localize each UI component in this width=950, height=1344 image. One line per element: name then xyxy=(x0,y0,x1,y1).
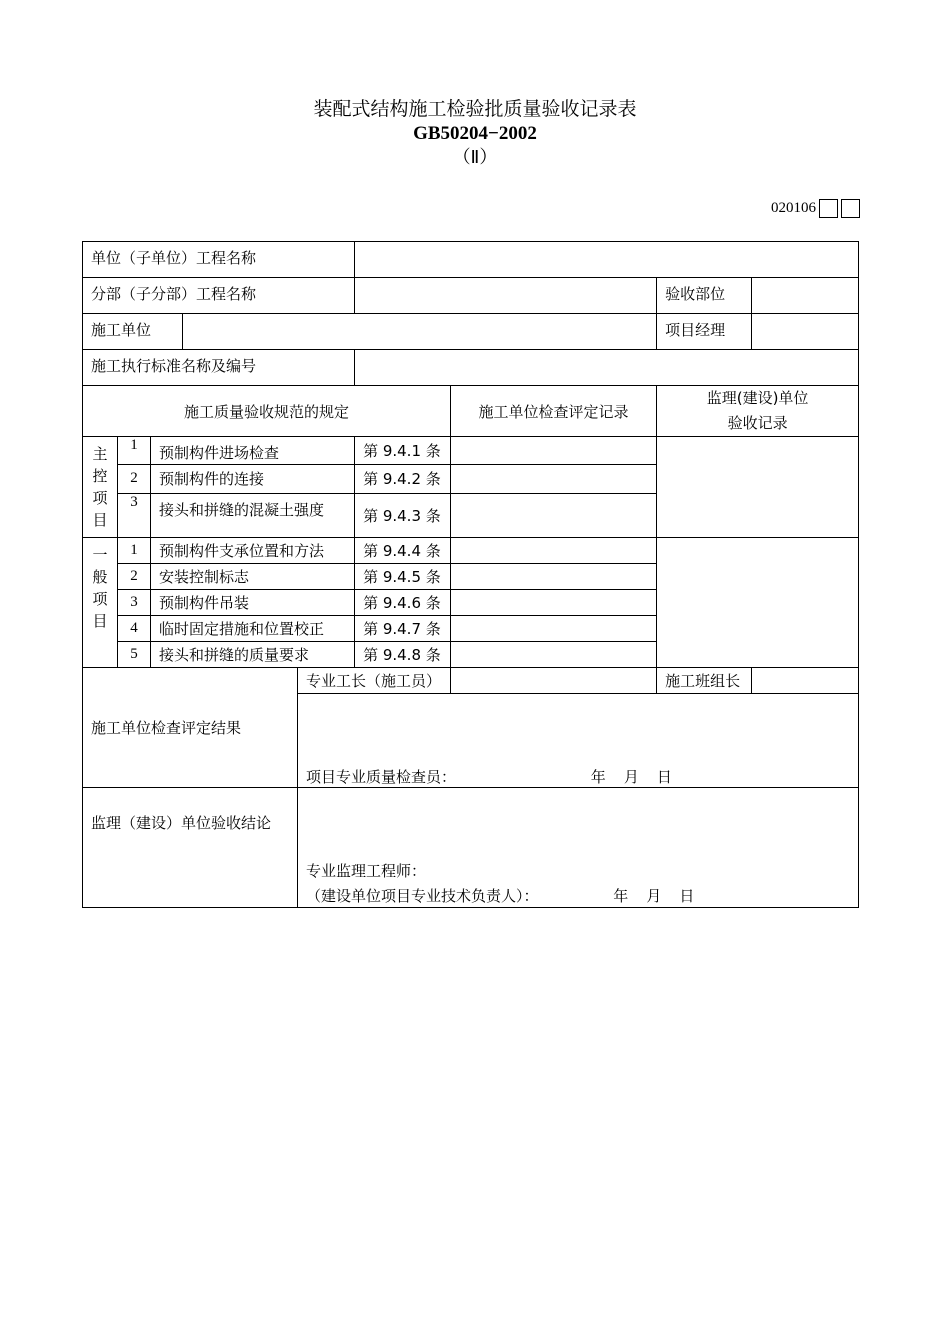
item-number: 4 xyxy=(118,616,151,642)
unit-project-value[interactable] xyxy=(355,242,859,278)
contractor-record-cell[interactable] xyxy=(451,437,657,465)
contractor-record-cell[interactable] xyxy=(451,616,657,642)
item-name: 临时固定措施和位置校正 xyxy=(151,616,355,642)
contractor-record-cell[interactable] xyxy=(451,564,657,590)
contractor-record-cell[interactable] xyxy=(451,590,657,616)
standard-code: GB50204−2002 xyxy=(413,123,537,144)
foreman-label: 专业工长（施工员） xyxy=(298,668,451,694)
acceptance-record-table xyxy=(82,241,859,908)
item-clause: 第 9.4.8 条 xyxy=(355,642,451,668)
item-name: 安装控制标志 xyxy=(151,564,355,590)
item-number: 1 xyxy=(118,437,151,465)
title-block xyxy=(0,96,950,170)
form-part: （Ⅱ） xyxy=(452,147,498,168)
item-name: 接头和拼缝的混凝土强度 xyxy=(151,493,355,537)
item-name: 预制构件支承位置和方法 xyxy=(151,538,355,564)
main-items-group-label: 主 控 项 目 xyxy=(83,437,118,538)
contractor-record-cell[interactable] xyxy=(451,538,657,564)
contractor-record-header: 施工单位检查评定记录 xyxy=(451,386,657,437)
item-name: 接头和拼缝的质量要求 xyxy=(151,642,355,668)
acceptance-part-label: 验收部位 xyxy=(657,278,752,314)
owner-signature-line xyxy=(306,885,694,906)
inspector-label: 项目专业质量检查员： xyxy=(306,768,457,786)
standard-label: 施工执行标准名称及编号 xyxy=(83,350,355,386)
supervisor-record-header-line2: 验收记录 xyxy=(727,414,788,432)
owner-date: 年 月 日 xyxy=(613,887,695,905)
item-name: 预制构件进场检查 xyxy=(151,437,355,465)
project-manager-value[interactable] xyxy=(752,314,859,350)
item-number: 3 xyxy=(118,590,151,616)
acceptance-part-value[interactable] xyxy=(752,278,859,314)
contractor-result-value[interactable] xyxy=(298,694,859,788)
sub-project-label: 分部（子分部）工程名称 xyxy=(83,278,355,314)
contractor-record-cell[interactable] xyxy=(451,465,657,493)
item-number: 2 xyxy=(118,564,151,590)
team-leader-value[interactable] xyxy=(752,668,859,694)
item-clause: 第 9.4.2 条 xyxy=(355,465,451,493)
item-clause: 第 9.4.4 条 xyxy=(355,538,451,564)
inspector-signature-line xyxy=(306,766,672,787)
document-number xyxy=(771,198,860,218)
inspector-date: 年 月 日 xyxy=(590,768,672,786)
supervisor-record-cell[interactable] xyxy=(657,437,859,538)
supervisor-record-header xyxy=(657,386,859,437)
supervisor-record-cell[interactable] xyxy=(657,538,859,668)
team-leader-label: 施工班组长 xyxy=(657,668,752,694)
item-number: 1 xyxy=(118,538,151,564)
contractor-value[interactable] xyxy=(183,314,657,350)
supervisor-record-header-line1: 监理(建设)单位 xyxy=(706,389,809,407)
foreman-value[interactable] xyxy=(451,668,657,694)
spec-column-header: 施工质量验收规范的规定 xyxy=(83,386,451,437)
item-name: 预制构件的连接 xyxy=(151,465,355,493)
item-number: 3 xyxy=(118,493,151,537)
item-clause: 第 9.4.5 条 xyxy=(355,564,451,590)
item-number: 2 xyxy=(118,465,151,493)
number-box-2[interactable] xyxy=(841,199,860,218)
item-name: 预制构件吊装 xyxy=(151,590,355,616)
owner-label: （建设单位项目专业技术负责人）： xyxy=(306,887,539,905)
item-clause: 第 9.4.7 条 xyxy=(355,616,451,642)
item-clause: 第 9.4.1 条 xyxy=(355,437,451,465)
supervisor-conclusion-value[interactable] xyxy=(298,788,859,908)
unit-project-label: 单位（子单位）工程名称 xyxy=(83,242,355,278)
form-title: 装配式结构施工检验批质量验收记录表 xyxy=(313,98,637,120)
contractor-result-label: 施工单位检查评定结果 xyxy=(83,668,298,788)
item-number: 5 xyxy=(118,642,151,668)
engineer-label: 专业监理工程师： xyxy=(306,862,427,880)
item-clause: 第 9.4.6 条 xyxy=(355,590,451,616)
item-clause: 第 9.4.3 条 xyxy=(355,493,451,537)
sub-project-value[interactable] xyxy=(355,278,657,314)
contractor-record-cell[interactable] xyxy=(451,493,657,537)
project-manager-label: 项目经理 xyxy=(657,314,752,350)
general-items-group-label: 一 般 项 目 xyxy=(83,538,118,668)
number-box-1[interactable] xyxy=(819,199,838,218)
supervisor-conclusion-label: 监理（建设）单位验收结论 xyxy=(83,788,298,908)
document-number-text: 020106 xyxy=(771,199,816,216)
contractor-label: 施工单位 xyxy=(83,314,183,350)
contractor-record-cell[interactable] xyxy=(451,642,657,668)
standard-value[interactable] xyxy=(355,350,859,386)
